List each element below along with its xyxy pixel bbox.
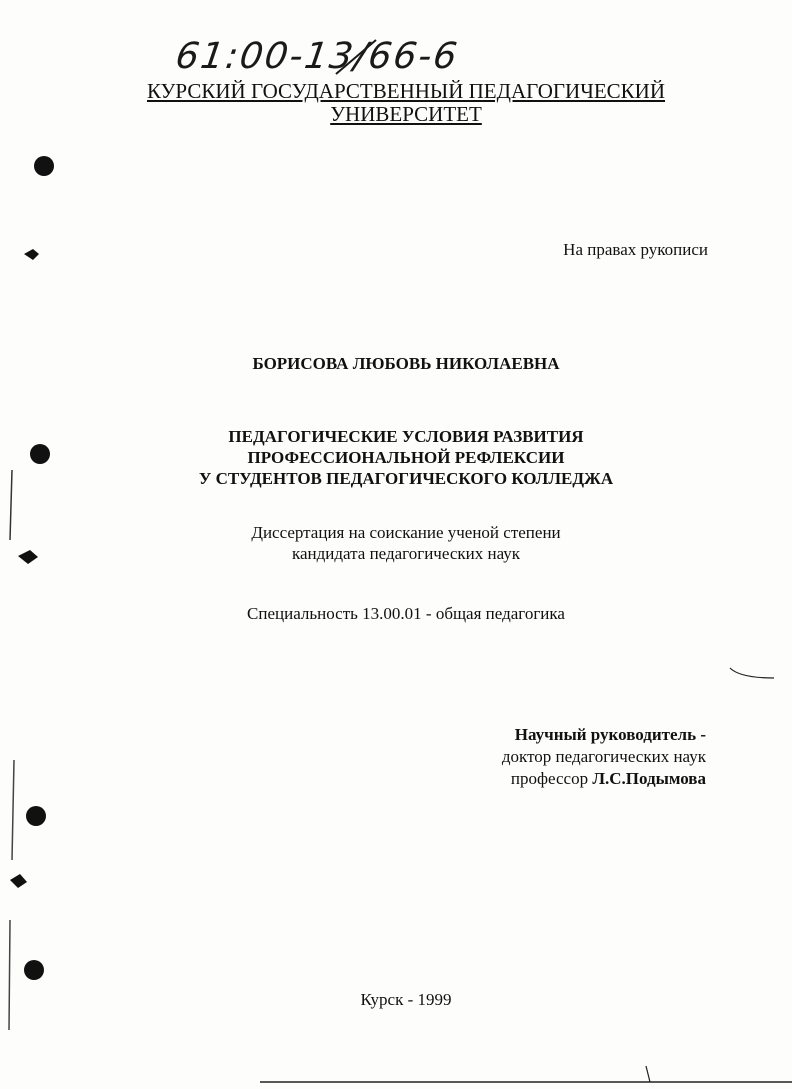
place-year: Курск - 1999	[360, 990, 452, 1009]
author-name: БОРИСОВА ЛЮБОВЬ НИКОЛАЕВНА	[252, 354, 560, 373]
edge-mark	[12, 760, 14, 860]
supervisor-title-line	[502, 768, 706, 790]
binding-hole	[10, 874, 27, 888]
university-line-1: КУРСКИЙ ГОСУДАРСТВЕННЫЙ ПЕДАГОГИЧЕСКИЙ	[146, 79, 666, 103]
edge-mark	[9, 920, 10, 1030]
edge-mark	[646, 1066, 650, 1082]
title-line-3: У СТУДЕНТОВ ПЕДАГОГИЧЕСКОГО КОЛЛЕДЖА	[198, 469, 614, 488]
binding-hole	[18, 550, 38, 564]
thesis-title	[100, 426, 712, 489]
supervisor-name: Л.С.Подымова	[592, 769, 706, 788]
edge-mark	[10, 470, 12, 540]
university-line-2: УНИВЕРСИТЕТ	[330, 102, 482, 126]
binding-hole	[30, 444, 50, 464]
binding-hole	[34, 156, 54, 176]
supervisor-degree: доктор педагогических наук	[501, 747, 706, 766]
title-line-1: ПЕДАГОГИЧЕСКИЕ УСЛОВИЯ РАЗВИТИЯ	[228, 427, 584, 446]
university-name	[100, 80, 712, 126]
manuscript-note: На правах рукописи	[563, 240, 708, 259]
degree-statement	[100, 522, 712, 564]
specialty: Специальность 13.00.01 - общая педагогика	[247, 604, 565, 623]
supervisor-title-prefix: профессор	[510, 769, 589, 788]
supervisor-label: Научный руководитель -	[514, 725, 706, 744]
catalog-number-handwritten: 61:00-13/66-6	[173, 36, 462, 77]
title-line-2: ПРОФЕССИОНАЛЬНОЙ РЕФЛЕКСИИ	[247, 448, 565, 467]
supervisor-block	[502, 724, 706, 790]
binding-hole	[24, 249, 39, 260]
degree-line-2: кандидата педагогических наук	[291, 544, 521, 563]
binding-hole	[26, 806, 46, 826]
edge-mark	[730, 668, 774, 678]
degree-line-1: Диссертация на соискание ученой степени	[251, 523, 561, 542]
binding-hole	[24, 960, 44, 980]
